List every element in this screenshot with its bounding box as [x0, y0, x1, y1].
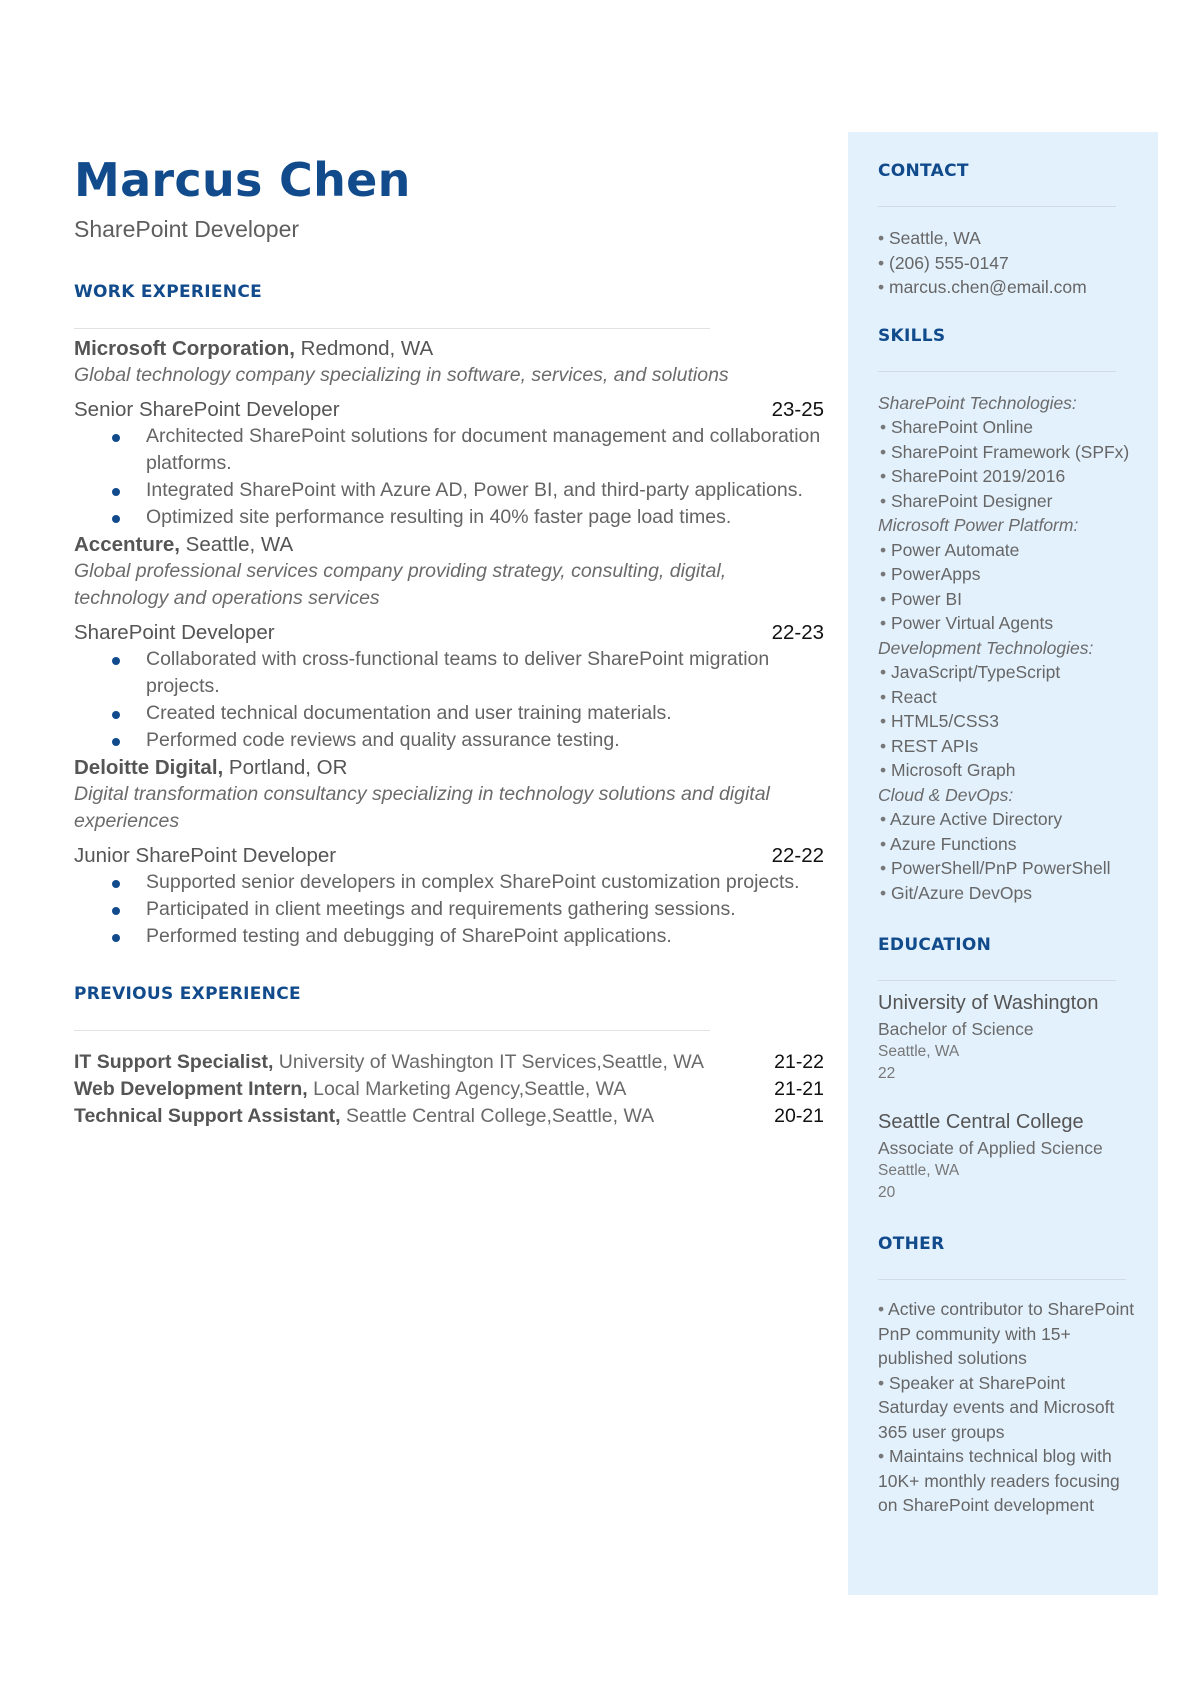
skill-category: Microsoft Power Platform:: [878, 515, 1079, 535]
skill-item: • SharePoint 2019/2016: [878, 464, 1138, 489]
section-heading-skills: SKILLS: [878, 325, 946, 346]
candidate-title: SharePoint Developer: [74, 216, 300, 242]
skill-item: • Git/Azure DevOps: [878, 881, 1138, 906]
position-title: Senior SharePoint Developer: [74, 398, 340, 421]
contact-phone: • (206) 555-0147: [878, 251, 1138, 276]
company-location: Seattle, WA: [179, 533, 294, 556]
company-name: Microsoft Corporation,: [74, 337, 295, 360]
previous-role-org: Seattle Central College,Seattle, WA: [340, 1105, 655, 1127]
company-line: [74, 335, 824, 362]
position-line: [74, 619, 824, 646]
position-dates: 22-22: [771, 844, 824, 867]
achievement-item: Supported senior developers in complex SharePoint customization projects.: [146, 869, 824, 896]
skill-item: • Power BI: [878, 587, 1138, 612]
previous-role-dates: 20-21: [774, 1105, 824, 1127]
section-divider: [74, 328, 710, 329]
company-description: Global technology company specializing in software, services, and solutions: [74, 364, 729, 386]
contact-email: • marcus.chen@email.com: [878, 275, 1138, 300]
position-line: [74, 396, 824, 423]
previous-role-org: Local Marketing Agency,Seattle, WA: [307, 1078, 627, 1100]
company-name: Accenture,: [74, 533, 180, 556]
achievement-item: Integrated SharePoint with Azure AD, Power BI, and third-party applications.: [146, 477, 824, 504]
company-description: Global professional services company providing strategy, consulting, digital, technology and operations services: [74, 560, 727, 609]
position-dates: 23-25: [771, 398, 824, 421]
skill-item: • Power Automate: [878, 538, 1138, 563]
skills-section: [878, 324, 1138, 906]
achievement-item: Participated in client meetings and requirements gathering sessions.: [146, 896, 824, 923]
main-column: [74, 150, 824, 1130]
contact-section: [878, 159, 1138, 300]
achievement-item: Optimized site performance resulting in 40% faster page load times.: [146, 504, 824, 531]
previous-role-dates: 21-21: [774, 1078, 824, 1100]
previous-role-row: [74, 1076, 824, 1103]
previous-role-row: [74, 1049, 824, 1076]
job-entry: [74, 531, 824, 754]
job-entry: [74, 754, 824, 950]
education-location: Seattle, WA: [878, 1043, 960, 1060]
education-entry: [878, 990, 1138, 1085]
section-divider: [878, 206, 1116, 207]
education-year: 20: [878, 1184, 896, 1201]
sidebar-content: [878, 132, 1138, 1518]
skill-category: SharePoint Technologies:: [878, 392, 1077, 413]
education-location: Seattle, WA: [878, 1162, 960, 1179]
section-divider: [878, 371, 1116, 372]
other-section: [878, 1232, 1138, 1518]
education-year: 22: [878, 1065, 896, 1082]
previous-experience-section: [74, 982, 824, 1130]
achievement-item: Collaborated with cross-functional teams to deliver SharePoint migration projects.: [146, 646, 824, 700]
section-divider: [878, 1279, 1126, 1280]
skill-category: Cloud & DevOps:: [878, 784, 1014, 805]
section-heading-work-experience: WORK EXPERIENCE: [74, 282, 263, 302]
company-description: Digital transformation consultancy specializing in technology solutions and digital experiences: [74, 783, 770, 832]
skill-item: • Microsoft Graph: [878, 758, 1138, 783]
skill-item: • REST APIs: [878, 734, 1138, 759]
education-section: [878, 933, 1138, 1204]
previous-role-org: University of Washington IT Services,Seattle, WA: [273, 1051, 704, 1073]
skill-item: • Azure Active Directory: [878, 807, 1138, 832]
education-degree: Associate of Applied Science: [878, 1138, 1103, 1158]
education-school: University of Washington: [878, 992, 1099, 1014]
skill-item: • Azure Functions: [878, 832, 1138, 857]
skill-item: • PowerApps: [878, 562, 1138, 587]
section-heading-contact: CONTACT: [878, 161, 969, 181]
skill-item: • SharePoint Designer: [878, 489, 1138, 514]
company-line: [74, 754, 824, 781]
company-name: Deloitte Digital,: [74, 756, 224, 779]
previous-role-title: Web Development Intern,: [74, 1078, 308, 1100]
skill-item: • SharePoint Framework (SPFx): [878, 440, 1138, 465]
other-item: • Maintains technical blog with 10K+ monthly readers focusing on SharePoint development: [878, 1444, 1138, 1518]
sidebar: [848, 132, 1158, 1595]
achievement-item: Created technical documentation and user training materials.: [146, 700, 824, 727]
section-heading-other: OTHER: [878, 1234, 945, 1254]
section-heading-previous-experience: PREVIOUS EXPERIENCE: [74, 984, 301, 1004]
skill-item: • Power Virtual Agents: [878, 611, 1138, 636]
skill-item: • SharePoint Online: [878, 415, 1138, 440]
achievement-list: [74, 423, 824, 531]
skill-category: Development Technologies:: [878, 637, 1094, 658]
previous-role-title: IT Support Specialist,: [74, 1051, 274, 1073]
achievement-item: Architected SharePoint solutions for document management and collaboration platforms.: [146, 423, 824, 477]
work-experience-section: [74, 280, 824, 950]
achievement-list: [74, 646, 824, 754]
position-title: SharePoint Developer: [74, 621, 275, 644]
education-degree: Bachelor of Science: [878, 1019, 1034, 1039]
other-item: • Speaker at SharePoint Saturday events and Microsoft 365 user groups: [878, 1371, 1138, 1445]
skill-item: • JavaScript/TypeScript: [878, 660, 1138, 685]
position-dates: 22-23: [771, 621, 824, 644]
achievement-item: Performed testing and debugging of SharePoint applications.: [146, 923, 824, 950]
position-line: [74, 842, 824, 869]
previous-role-title: Technical Support Assistant,: [74, 1105, 341, 1127]
company-line: [74, 531, 824, 558]
job-entry: [74, 335, 824, 531]
skill-item: • React: [878, 685, 1138, 710]
section-heading-education: EDUCATION: [878, 935, 992, 955]
candidate-name: Marcus Chen: [74, 153, 411, 207]
company-location: Portland, OR: [223, 756, 348, 779]
education-entry: [878, 1109, 1138, 1204]
section-divider: [74, 1030, 710, 1031]
previous-role-row: [74, 1103, 824, 1130]
skill-item: • HTML5/CSS3: [878, 709, 1138, 734]
other-item: • Active contributor to SharePoint PnP community with 15+ published solutions: [878, 1297, 1138, 1371]
skill-item: • PowerShell/PnP PowerShell: [878, 856, 1138, 881]
position-title: Junior SharePoint Developer: [74, 844, 337, 867]
contact-location: • Seattle, WA: [878, 226, 1138, 251]
section-divider: [878, 980, 1116, 981]
education-school: Seattle Central College: [878, 1111, 1084, 1133]
achievement-list: [74, 869, 824, 950]
achievement-item: Performed code reviews and quality assurance testing.: [146, 727, 824, 754]
previous-role-dates: 21-22: [774, 1051, 824, 1073]
company-location: Redmond, WA: [294, 337, 434, 360]
